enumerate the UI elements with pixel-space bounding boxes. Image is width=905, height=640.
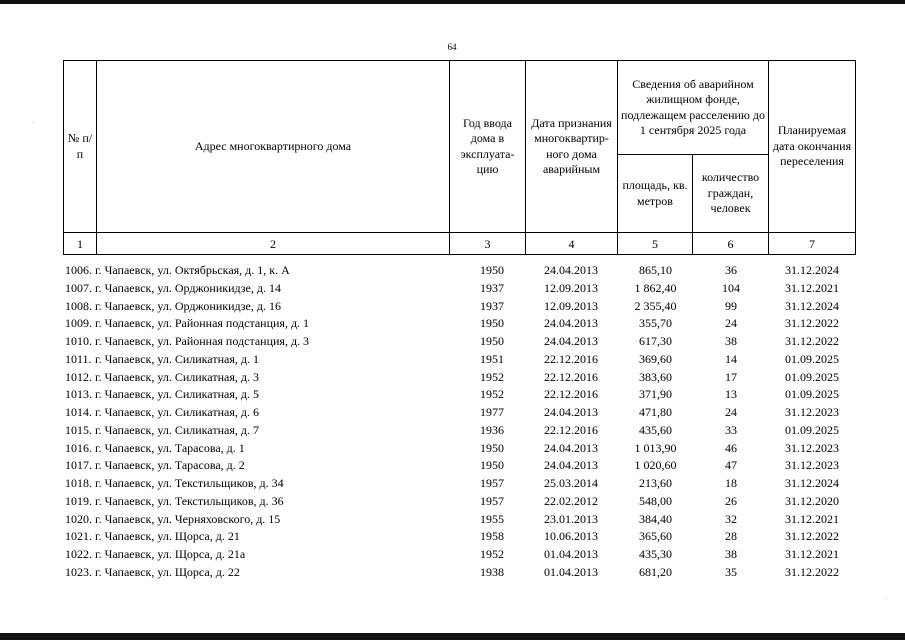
table-row	[63, 262, 855, 280]
row-area: 435,30	[639, 547, 672, 561]
row-number: 1022.	[65, 547, 92, 561]
row-recognition-date: 12.09.2013	[544, 280, 598, 295]
row-residents-count: 46	[725, 440, 737, 455]
row-area: 681,20	[639, 564, 672, 579]
scan-speck: ·	[885, 596, 887, 602]
table-row	[63, 440, 855, 458]
row-year: 1955	[480, 511, 504, 526]
row-residents-count: 35	[725, 564, 737, 579]
row-residents-count: 26	[725, 493, 737, 508]
row-year: 1952	[480, 547, 504, 561]
table-row	[63, 404, 855, 422]
row-residents-count: 17	[725, 369, 737, 384]
table-row	[63, 386, 855, 404]
row-recognition-date: 22.12.2016	[544, 351, 598, 366]
row-number: 1020.	[65, 511, 92, 526]
header-number-6: 6	[693, 233, 769, 255]
row-address: г. Чапаевск, ул. Районная подстанция, д. 3	[95, 334, 310, 348]
row-residents-count: 36	[725, 263, 737, 277]
row-year: 1950	[480, 440, 504, 455]
row-recognition-date: 10.06.2013	[544, 529, 598, 544]
header-col-year: Год ввода дома в эксплуата-цию	[450, 61, 526, 233]
row-planned-end-date: 31.12.2024	[785, 476, 839, 490]
row-number: 1019.	[65, 493, 92, 508]
row-recognition-date: 22.12.2016	[544, 387, 598, 402]
row-area: 617,30	[639, 334, 672, 348]
row-area: 365,60	[639, 529, 672, 544]
row-year: 1938	[480, 564, 504, 579]
row-number: 1013.	[65, 387, 92, 402]
table-row	[63, 475, 855, 493]
row-address: г. Чапаевск, ул. Орджоникидзе, д. 16	[95, 298, 281, 313]
row-recognition-date: 24.04.2013	[544, 458, 598, 473]
row-recognition-date: 24.04.2013	[544, 334, 598, 348]
row-number: 1017.	[65, 458, 92, 473]
row-recognition-date: 01.04.2013	[544, 564, 598, 579]
row-residents-count: 24	[725, 405, 737, 419]
row-number: 1018.	[65, 476, 92, 490]
header-col-no: № п/п	[64, 61, 97, 233]
row-number: 1011.	[65, 351, 92, 366]
row-recognition-date: 12.09.2013	[544, 298, 598, 313]
row-recognition-date: 22.12.2016	[544, 422, 598, 437]
header-col-address: Адрес многоквартирного дома	[97, 61, 450, 233]
row-address: г. Чапаевск, ул. Октябрьская, д. 1, к. А	[95, 263, 290, 277]
row-area: 384,40	[639, 511, 672, 526]
row-number: 1016.	[65, 440, 92, 455]
row-area: 2 355,40	[634, 298, 677, 313]
header-number-5: 5	[618, 233, 693, 255]
row-planned-end-date: 31.12.2024	[785, 298, 839, 313]
row-residents-count: 38	[725, 547, 737, 561]
scan-top-border	[0, 0, 905, 4]
row-planned-end-date: 01.09.2025	[785, 422, 839, 437]
row-address: г. Чапаевск, ул. Щорса, д. 21	[95, 529, 240, 544]
table-row	[63, 457, 855, 475]
row-recognition-date: 24.04.2013	[544, 316, 598, 331]
row-number: 1014.	[65, 405, 92, 419]
row-area: 865,10	[639, 263, 672, 277]
row-address: г. Чапаевск, ул. Текстильщиков, д. 34	[95, 476, 284, 490]
row-address: г. Чапаевск, ул. Орджоникидзе, д. 14	[95, 280, 281, 295]
header-number-3: 3	[450, 233, 526, 255]
table-row	[63, 493, 855, 511]
scan-speck: ·	[32, 120, 34, 126]
header-number-1: 1	[64, 233, 97, 255]
row-residents-count: 14	[725, 351, 737, 366]
row-address: г. Чапаевск, ул. Силикатная, д. 5	[95, 387, 259, 402]
row-planned-end-date: 31.12.2023	[785, 458, 839, 473]
row-residents-count: 32	[725, 511, 737, 526]
row-recognition-date: 24.04.2013	[544, 263, 598, 277]
row-address: г. Чапаевск, ул. Щорса, д. 22	[95, 564, 240, 579]
row-planned-end-date: 01.09.2025	[785, 369, 839, 384]
header-number-2: 2	[97, 233, 450, 255]
row-planned-end-date: 31.12.2022	[785, 334, 839, 348]
row-year: 1950	[480, 458, 504, 473]
row-area: 471,80	[639, 405, 672, 419]
row-address: г. Чапаевск, ул. Щорса, д. 21а	[95, 547, 246, 561]
row-year: 1937	[480, 298, 504, 313]
row-area: 1 013,90	[634, 440, 677, 455]
row-planned-end-date: 31.12.2021	[785, 280, 839, 295]
row-residents-count: 13	[725, 387, 737, 402]
row-residents-count: 99	[725, 298, 737, 313]
row-area: 1 862,40	[634, 280, 677, 295]
row-year: 1977	[480, 405, 504, 419]
row-area: 355,70	[639, 316, 672, 331]
row-year: 1952	[480, 369, 504, 384]
row-year: 1950	[480, 263, 504, 277]
row-planned-end-date: 31.12.2022	[785, 316, 839, 331]
page-number: 64	[447, 42, 457, 52]
table-row	[63, 546, 855, 564]
row-planned-end-date: 31.12.2023	[785, 440, 839, 455]
row-address: г. Чапаевск, ул. Тарасова, д. 1	[95, 440, 245, 455]
row-residents-count: 47	[725, 458, 737, 473]
row-number: 1015.	[65, 422, 92, 437]
row-number: 1010.	[65, 334, 92, 348]
header-col-count: количество граждан, человек	[693, 155, 769, 233]
row-number: 1007.	[65, 280, 92, 295]
row-number: 1023.	[65, 564, 92, 579]
row-number: 1009.	[65, 316, 92, 331]
table-header	[63, 60, 856, 255]
scan-bottom-border	[0, 633, 905, 640]
table-body	[63, 262, 855, 582]
row-residents-count: 33	[725, 422, 737, 437]
row-area: 371,90	[639, 387, 672, 402]
row-residents-count: 24	[725, 316, 737, 331]
row-area: 548,00	[639, 493, 672, 508]
row-area: 213,60	[639, 476, 672, 490]
row-address: г. Чапаевск, ул. Силикатная, д. 6	[95, 405, 259, 419]
row-address: г. Чапаевск, ул. Текстильщиков, д. 36	[95, 493, 284, 508]
row-recognition-date: 22.12.2016	[544, 369, 598, 384]
table-row	[63, 298, 855, 316]
table-row	[63, 511, 855, 529]
row-year: 1951	[480, 351, 504, 366]
row-year: 1950	[480, 316, 504, 331]
header-col-end: Планируемая дата окончания переселения	[769, 61, 856, 233]
row-recognition-date: 23.01.2013	[544, 511, 598, 526]
table-row	[63, 528, 855, 546]
row-year: 1952	[480, 387, 504, 402]
row-recognition-date: 25.03.2014	[544, 476, 598, 490]
row-year: 1957	[480, 476, 504, 490]
row-year: 1950	[480, 334, 504, 348]
row-planned-end-date: 31.12.2021	[785, 547, 839, 561]
row-planned-end-date: 01.09.2025	[785, 351, 839, 366]
table-row	[63, 369, 855, 387]
row-planned-end-date: 31.12.2023	[785, 405, 839, 419]
row-year: 1936	[480, 422, 504, 437]
row-address: г. Чапаевск, ул. Тарасова, д. 2	[95, 458, 245, 473]
row-residents-count: 104	[722, 280, 740, 295]
header-number-4: 4	[526, 233, 618, 255]
table-row	[63, 333, 855, 351]
row-address: г. Чапаевск, ул. Силикатная, д. 3	[95, 369, 259, 384]
row-recognition-date: 22.02.2012	[544, 493, 598, 508]
row-area: 435,60	[639, 422, 672, 437]
row-number: 1006.	[65, 263, 92, 277]
table-row	[63, 564, 855, 582]
header-col-area: площадь, кв. метров	[618, 155, 693, 233]
header-number-7: 7	[769, 233, 856, 255]
row-residents-count: 38	[725, 334, 737, 348]
row-number: 1021.	[65, 529, 92, 544]
row-number: 1008.	[65, 298, 92, 313]
row-recognition-date: 24.04.2013	[544, 440, 598, 455]
row-number: 1012.	[65, 369, 92, 384]
row-area: 1 020,60	[634, 458, 677, 473]
header-col-info: Сведения об аварийном жилищном фонде, подлежащем расселению до 1 сентября 2025 года	[618, 61, 769, 155]
row-residents-count: 28	[725, 529, 737, 544]
table-row	[63, 351, 855, 369]
row-address: г. Чапаевск, ул. Черняховского, д. 15	[95, 511, 281, 526]
row-address: г. Чапаевск, ул. Силикатная, д. 1	[95, 351, 259, 366]
row-year: 1958	[480, 529, 504, 544]
row-recognition-date: 01.04.2013	[544, 547, 598, 561]
row-area: 383,60	[639, 369, 672, 384]
table-row	[63, 280, 855, 298]
table-row	[63, 315, 855, 333]
header-col-date: Дата признания многоквартир-ного дома аварийным	[526, 61, 618, 233]
row-year: 1957	[480, 493, 504, 508]
row-planned-end-date: 31.12.2021	[785, 511, 839, 526]
row-residents-count: 18	[725, 476, 737, 490]
row-recognition-date: 24.04.2013	[544, 405, 598, 419]
row-address: г. Чапаевск, ул. Районная подстанция, д. 1	[95, 316, 310, 331]
row-address: г. Чапаевск, ул. Силикатная, д. 7	[95, 422, 259, 437]
row-planned-end-date: 31.12.2024	[785, 263, 839, 277]
row-year: 1937	[480, 280, 504, 295]
table-row	[63, 422, 855, 440]
row-planned-end-date: 31.12.2022	[785, 529, 839, 544]
row-planned-end-date: 31.12.2022	[785, 564, 839, 579]
row-area: 369,60	[639, 351, 672, 366]
row-planned-end-date: 01.09.2025	[785, 387, 839, 402]
row-planned-end-date: 31.12.2020	[785, 493, 839, 508]
